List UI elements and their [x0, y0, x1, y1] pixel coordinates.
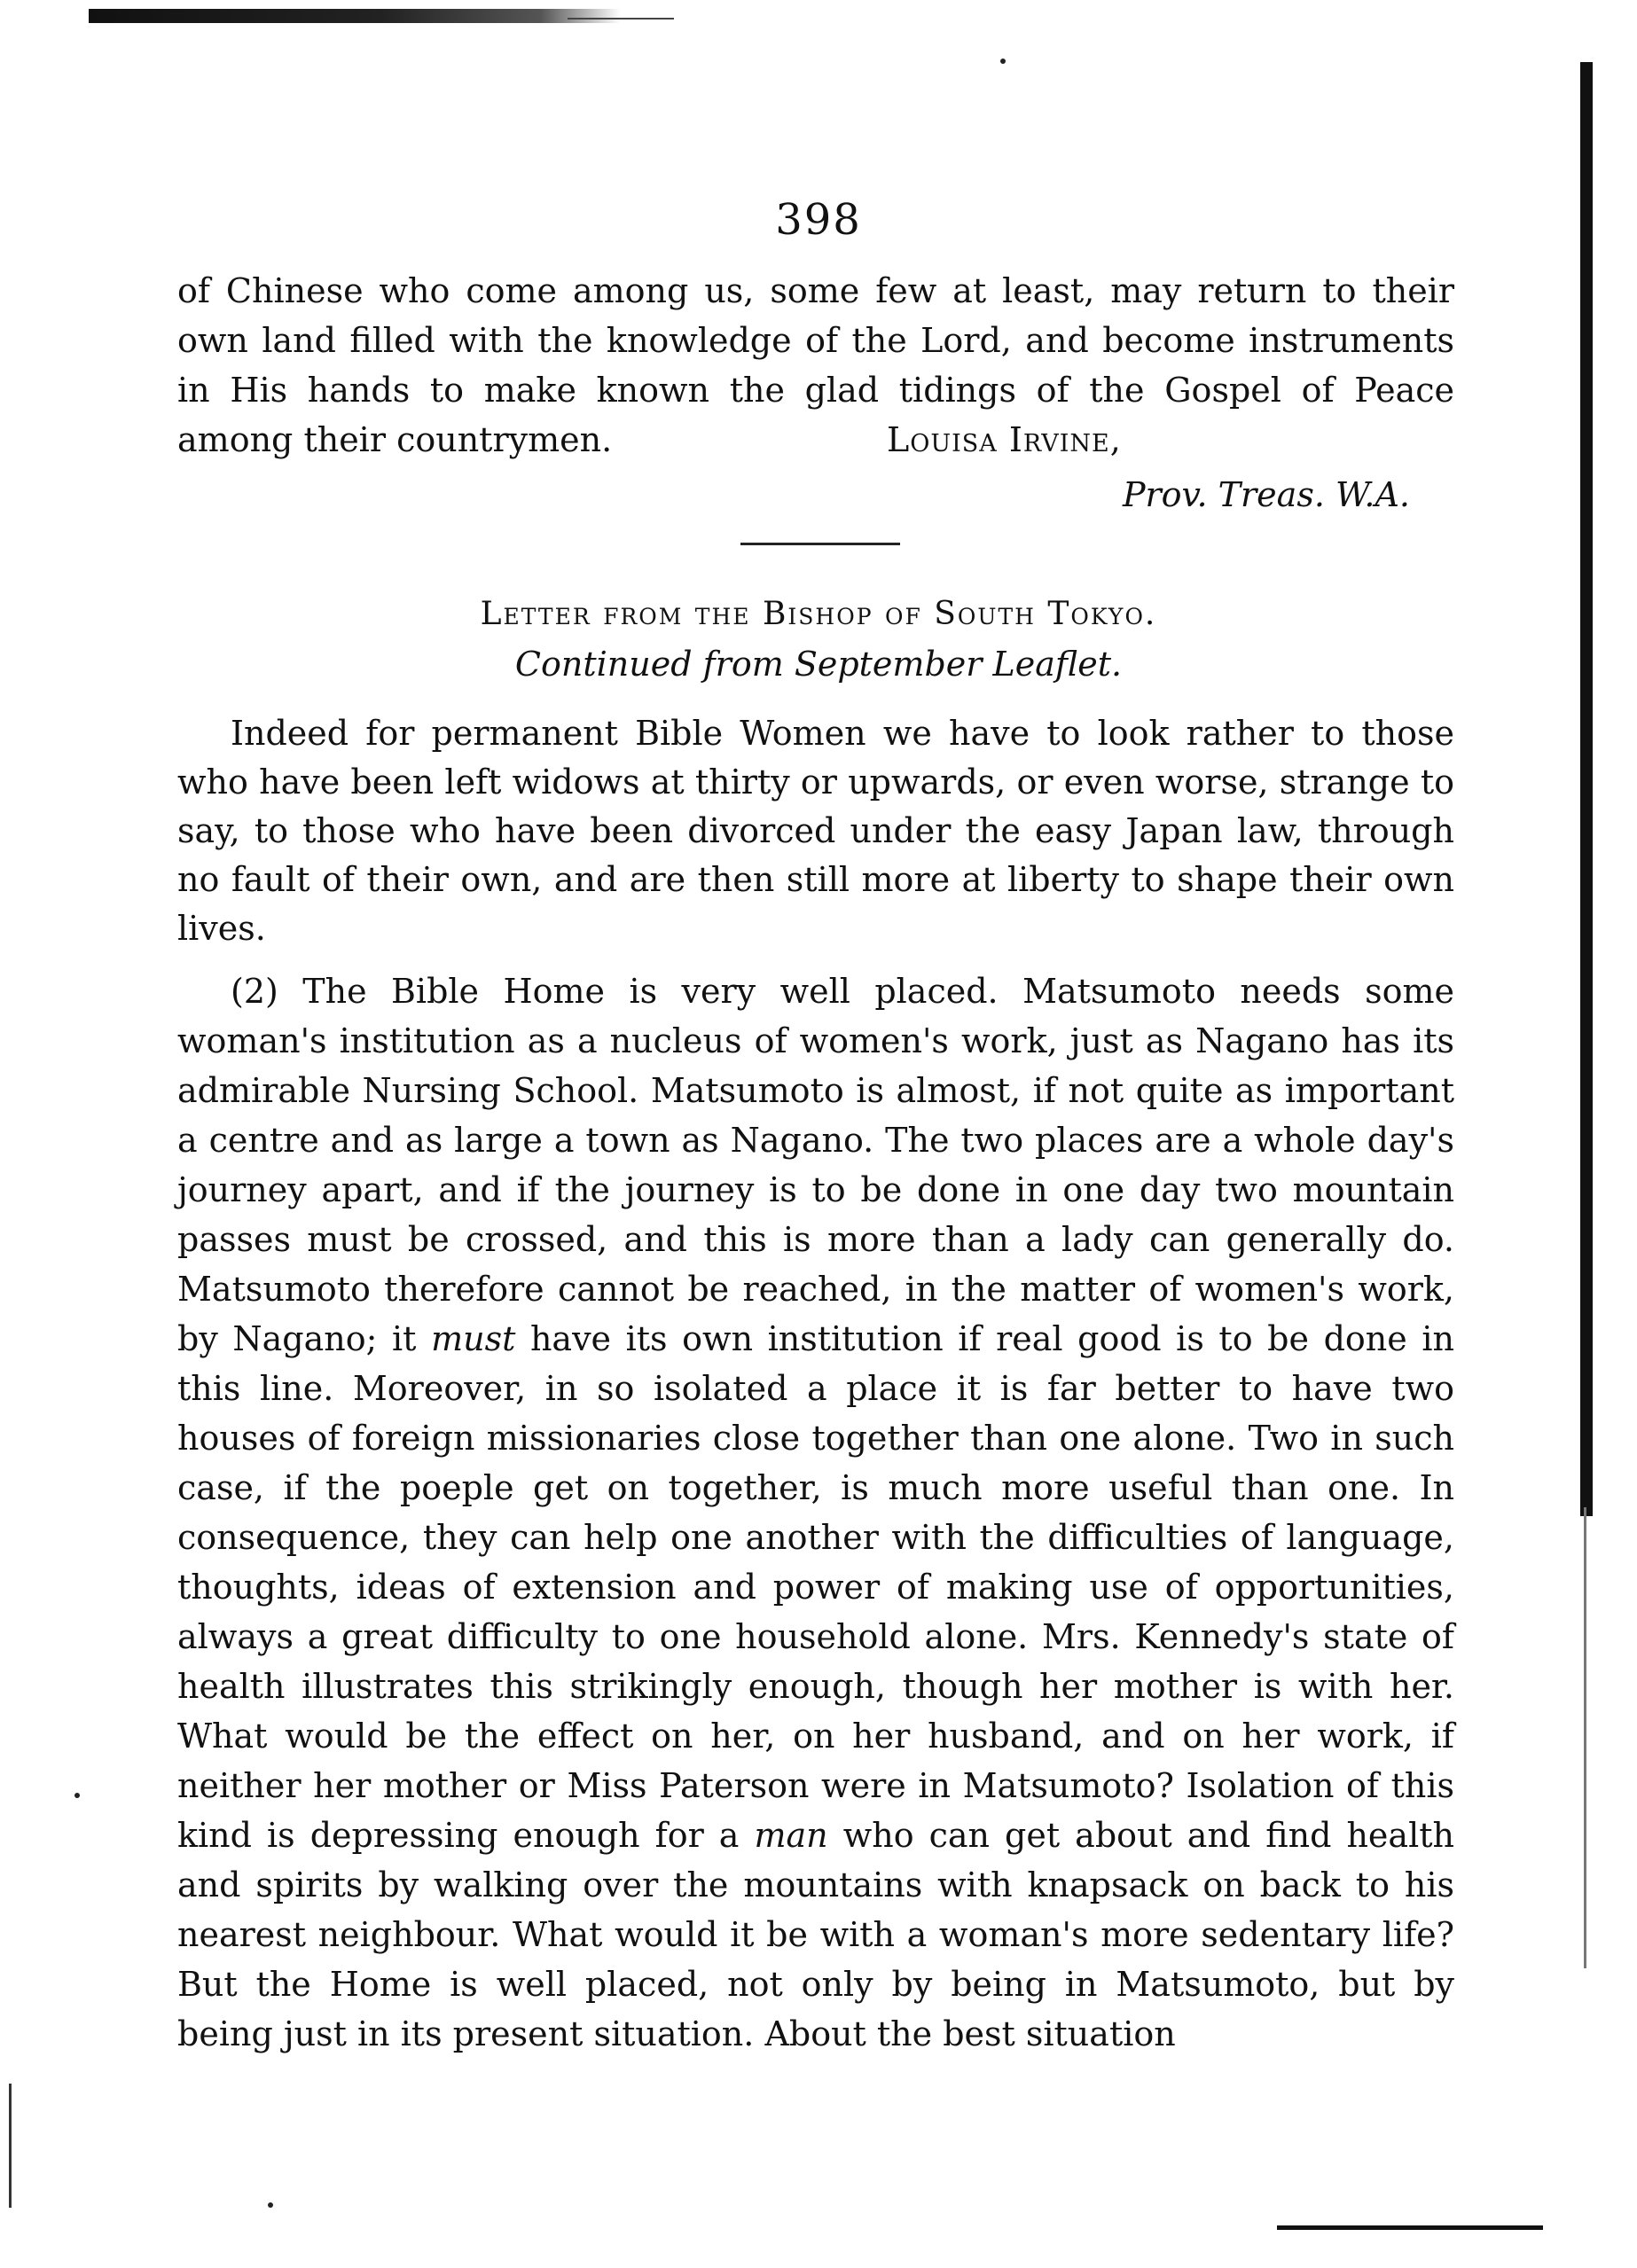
paragraph-bible-women: [177, 709, 1454, 953]
scan-speck: [268, 2202, 273, 2208]
signature-name: Louisa Irvine,: [887, 420, 1122, 459]
paragraph-home-part1: (2) The Bible Home is very well placed. Matsumoto needs some woman's institution as a nucleus of women's work, just as Nagano has its admirable Nursing School. Matsumoto is almost, if not quite as important a centre and as large a town as Nagano. The two places are a whole day's journey apart, and if the journey is to be done in one day two mountain passes must be crossed, and this is more than a lady can generally do. Matsumoto therefore cannot be reached, in the matter of women's work, by Nagano; it: [177, 972, 1454, 1358]
paragraph-home-part3: who can get about and find health and spirits by walking over the mountains with knapsack on back to his nearest neighbour. What would it be with a woman's more sedentary life? But the Home is well placed, not only by being in Matsumoto, but by being just in its present situation. About the best situation: [177, 1816, 1454, 2053]
closing-paragraph: [177, 266, 1454, 465]
paragraph-home-part2: have its own institution if real good is to be done in this line. Moreover, in so isolated a place it is far better to have two houses of foreign missionaries close together than one alone. Two in such case, if the poeple get on together, is much more useful than one. In consequence, they can help one another with the difficulties of language, thoughts, ideas of extension and power of making use of opportunities, always a great difficulty to one household alone. Mrs. Kennedy's state of health illustrates this strikingly enough, though her mother is with her. What would be the effect on her, on her husband, and on her work, if neither her mother or Miss Paterson were in Matsumoto? Isolation of this kind is depressing enough for a: [177, 1319, 1454, 1855]
page-number: 398: [775, 195, 862, 245]
paragraph-bible-home-text: [177, 966, 1454, 2059]
scan-edge-mark-left: [9, 2084, 12, 2208]
paragraph-bible-home: [177, 966, 1454, 2059]
scan-edge-rule: [89, 9, 621, 23]
closing-paragraph-text: of Chinese who come among us, some few at least, may return to their own land filled with the knowledge of the Lord, and become instruments in His hands to make known the glad tidings of the Gospel of Peace among their countrymen.: [177, 271, 1454, 459]
paragraph-bible-women-text: Indeed for permanent Bible Women we have to look rather to those who have been left widows at thirty or upwards, or even worse, strange to say, to those who have been divorced under the easy Japan law, through no fault of their own, and are then still more at liberty to shape their own lives.: [177, 714, 1454, 948]
signature-title: Prov. Treas. W.A.: [1122, 475, 1410, 514]
scan-binding-shadow: [1580, 62, 1593, 1516]
scan-binding-shadow-tail: [1584, 1507, 1586, 1968]
section-divider: [740, 543, 900, 545]
emphasis-must: must: [431, 1319, 516, 1358]
emphasis-man: man: [754, 1816, 828, 1855]
scan-edge-rule-bottom: [1277, 2225, 1543, 2230]
scan-speck: [1000, 59, 1006, 64]
scan-edge-rule-thin: [568, 18, 674, 20]
scan-speck: [74, 1793, 80, 1798]
letter-subheading: Continued from September Leaflet.: [514, 645, 1123, 684]
letter-heading: Letter from the Bishop of South Tokyo.: [480, 596, 1157, 632]
